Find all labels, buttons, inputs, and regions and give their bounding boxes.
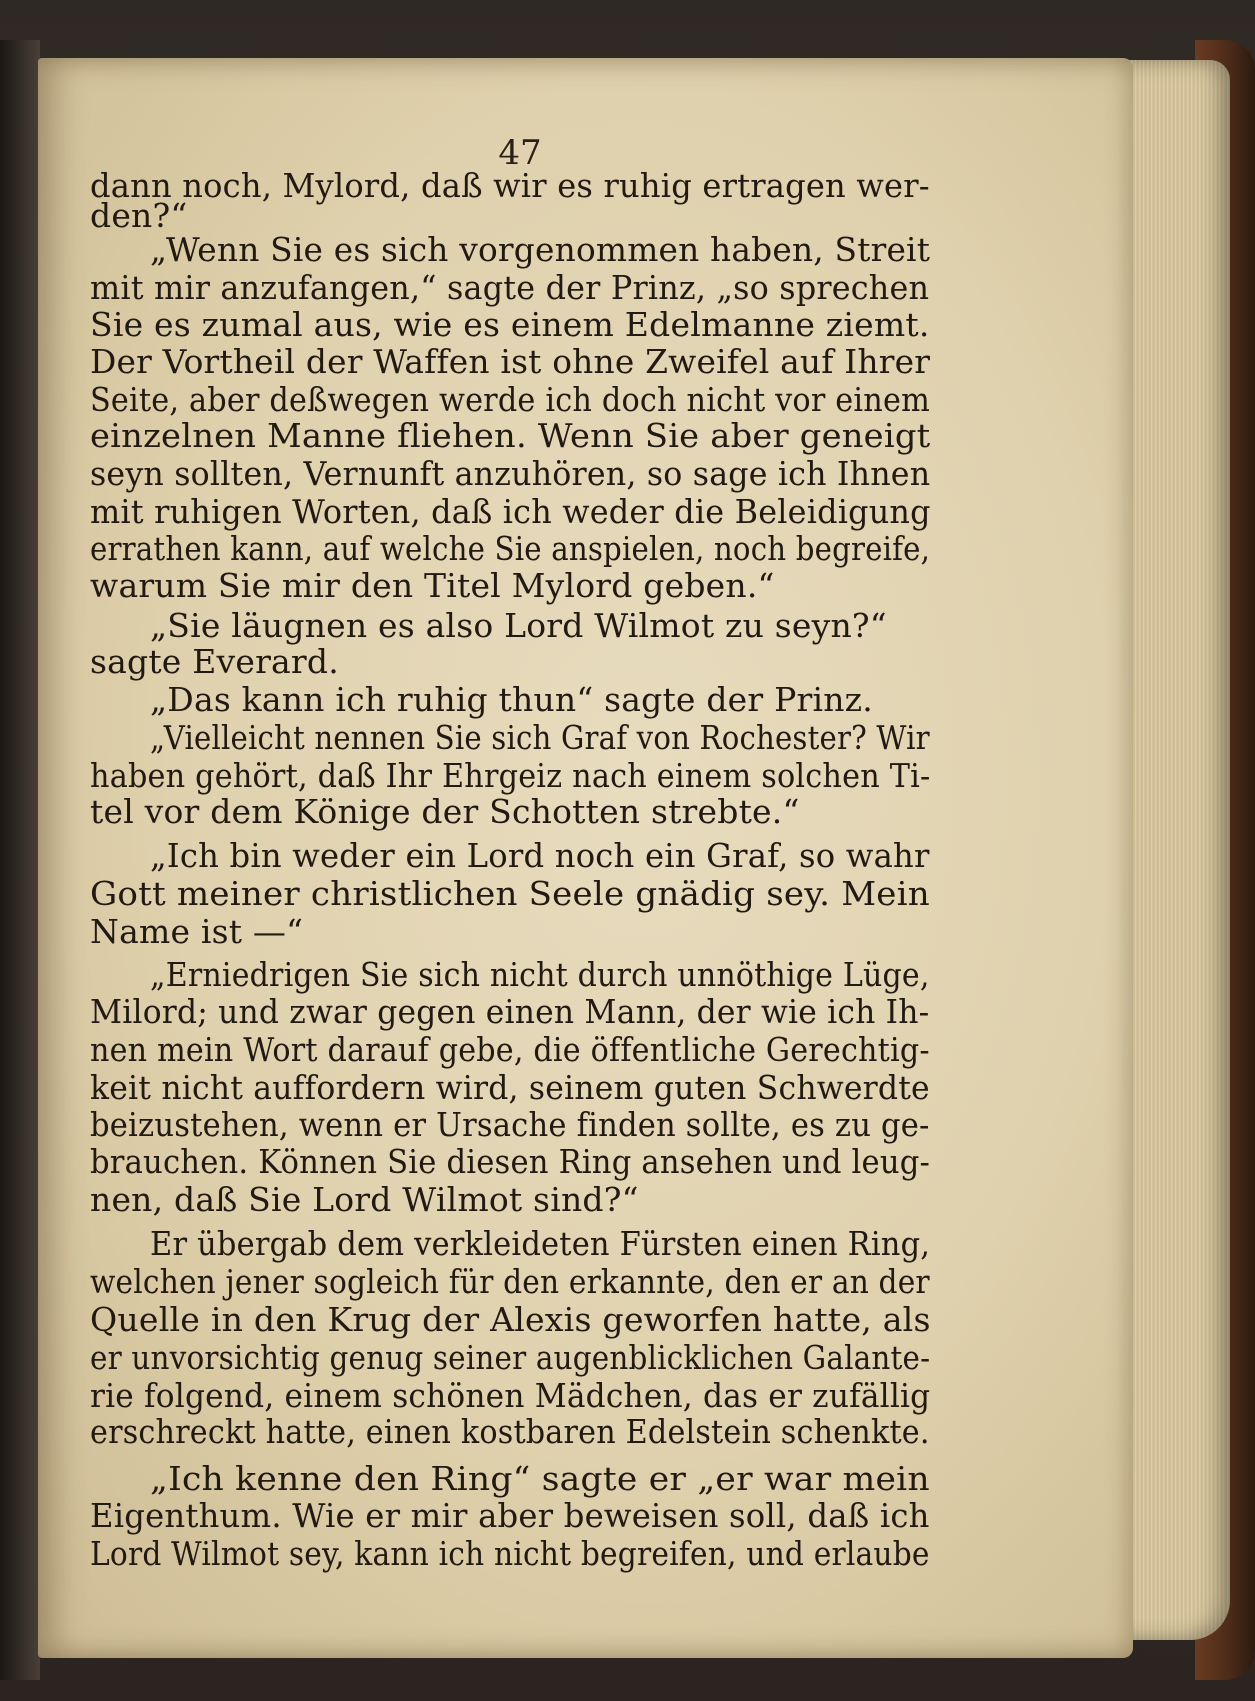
text-line: welchen jener sogleich für den erkannte, den er an der — [90, 1262, 930, 1301]
text-line: Sie es zumal aus, wie es einem Edelmanne ziemt. — [90, 305, 930, 344]
text-line: warum Sie mir den Titel Mylord geben.“ — [90, 566, 775, 605]
text-line: „Ich bin weder ein Lord noch ein Graf, so wahr — [150, 836, 930, 875]
page-number: 47 — [498, 133, 542, 173]
text-line: haben gehört, daß Ihr Ehrgeiz nach einem solchen Ti- — [90, 756, 931, 795]
text-line: den?“ — [90, 196, 188, 235]
text-line: Seite, aber deßwegen werde ich doch nicht vor einem — [90, 380, 931, 419]
text-line: „Das kann ich ruhig thun“ sagte der Prinz. — [150, 680, 873, 719]
text-line: Er übergab dem verkleideten Fürsten einen Ring, — [150, 1224, 931, 1263]
text-line: errathen kann, auf welche Sie anspielen, noch begreife, — [90, 529, 931, 568]
text-line: mit mir anzufangen,“ sagte der Prinz, „so sprechen — [90, 268, 930, 307]
text-line: brauchen. Können Sie diesen Ring ansehen und leug- — [90, 1142, 931, 1181]
text-line: beizustehen, wenn er Ursache finden sollte, es zu ge- — [90, 1105, 930, 1144]
text-line: mit ruhigen Worten, daß ich weder die Beleidigung — [90, 492, 931, 531]
page-edges — [1120, 60, 1230, 1640]
text-line: nen mein Wort darauf gebe, die öffentliche Gerechtig- — [90, 1030, 930, 1069]
text-line: Der Vortheil der Waffen ist ohne Zweifel auf Ihrer — [90, 342, 931, 381]
text-line: erschreckt hatte, einen kostbaren Edelstein schenkte. — [90, 1412, 930, 1451]
text-line: nen, daß Sie Lord Wilmot sind?“ — [90, 1180, 639, 1219]
text-line: Eigenthum. Wie er mir aber beweisen soll, daß ich — [90, 1496, 930, 1535]
text-line: rie folgend, einem schönen Mädchen, das er zufällig — [90, 1376, 931, 1415]
text-line: Quelle in den Krug der Alexis geworfen hatte, als — [90, 1300, 931, 1339]
text-line: Milord; und zwar gegen einen Mann, der wie ich Ih- — [90, 992, 930, 1031]
text-line: keit nicht auffordern wird, seinem guten Schwerdte — [90, 1068, 930, 1107]
text-line: „Ich kenne den Ring“ sagte er „er war mein — [150, 1459, 930, 1498]
book-gutter — [0, 40, 40, 1680]
text-line: Lord Wilmot sey, kann ich nicht begreifen, und erlaube — [90, 1534, 930, 1573]
text-line: „Erniedrigen Sie sich nicht durch unnöthige Lüge, — [150, 955, 930, 994]
text-line: einzelnen Manne fliehen. Wenn Sie aber geneigt — [90, 416, 931, 455]
text-line: Name ist —“ — [90, 912, 304, 951]
text-line: „Sie läugnen es also Lord Wilmot zu seyn?“ — [150, 606, 887, 645]
text-line: er unvorsichtig genug seiner augenblicklichen Galante- — [90, 1338, 931, 1377]
text-line: seyn sollten, Vernunft anzuhören, so sage ich Ihnen — [90, 454, 931, 493]
text-line: Gott meiner christlichen Seele gnädig sey. Mein — [90, 874, 930, 913]
text-line: „Wenn Sie es sich vorgenommen haben, Streit — [150, 230, 931, 269]
text-line: sagte Everard. — [90, 642, 339, 681]
text-line: tel vor dem Könige der Schotten strebte.“ — [90, 792, 800, 831]
text-line: „Vielleicht nennen Sie sich Graf von Rochester? Wir — [150, 718, 930, 757]
text-line: dann noch, Mylord, daß wir es ruhig ertragen wer- — [90, 166, 930, 205]
